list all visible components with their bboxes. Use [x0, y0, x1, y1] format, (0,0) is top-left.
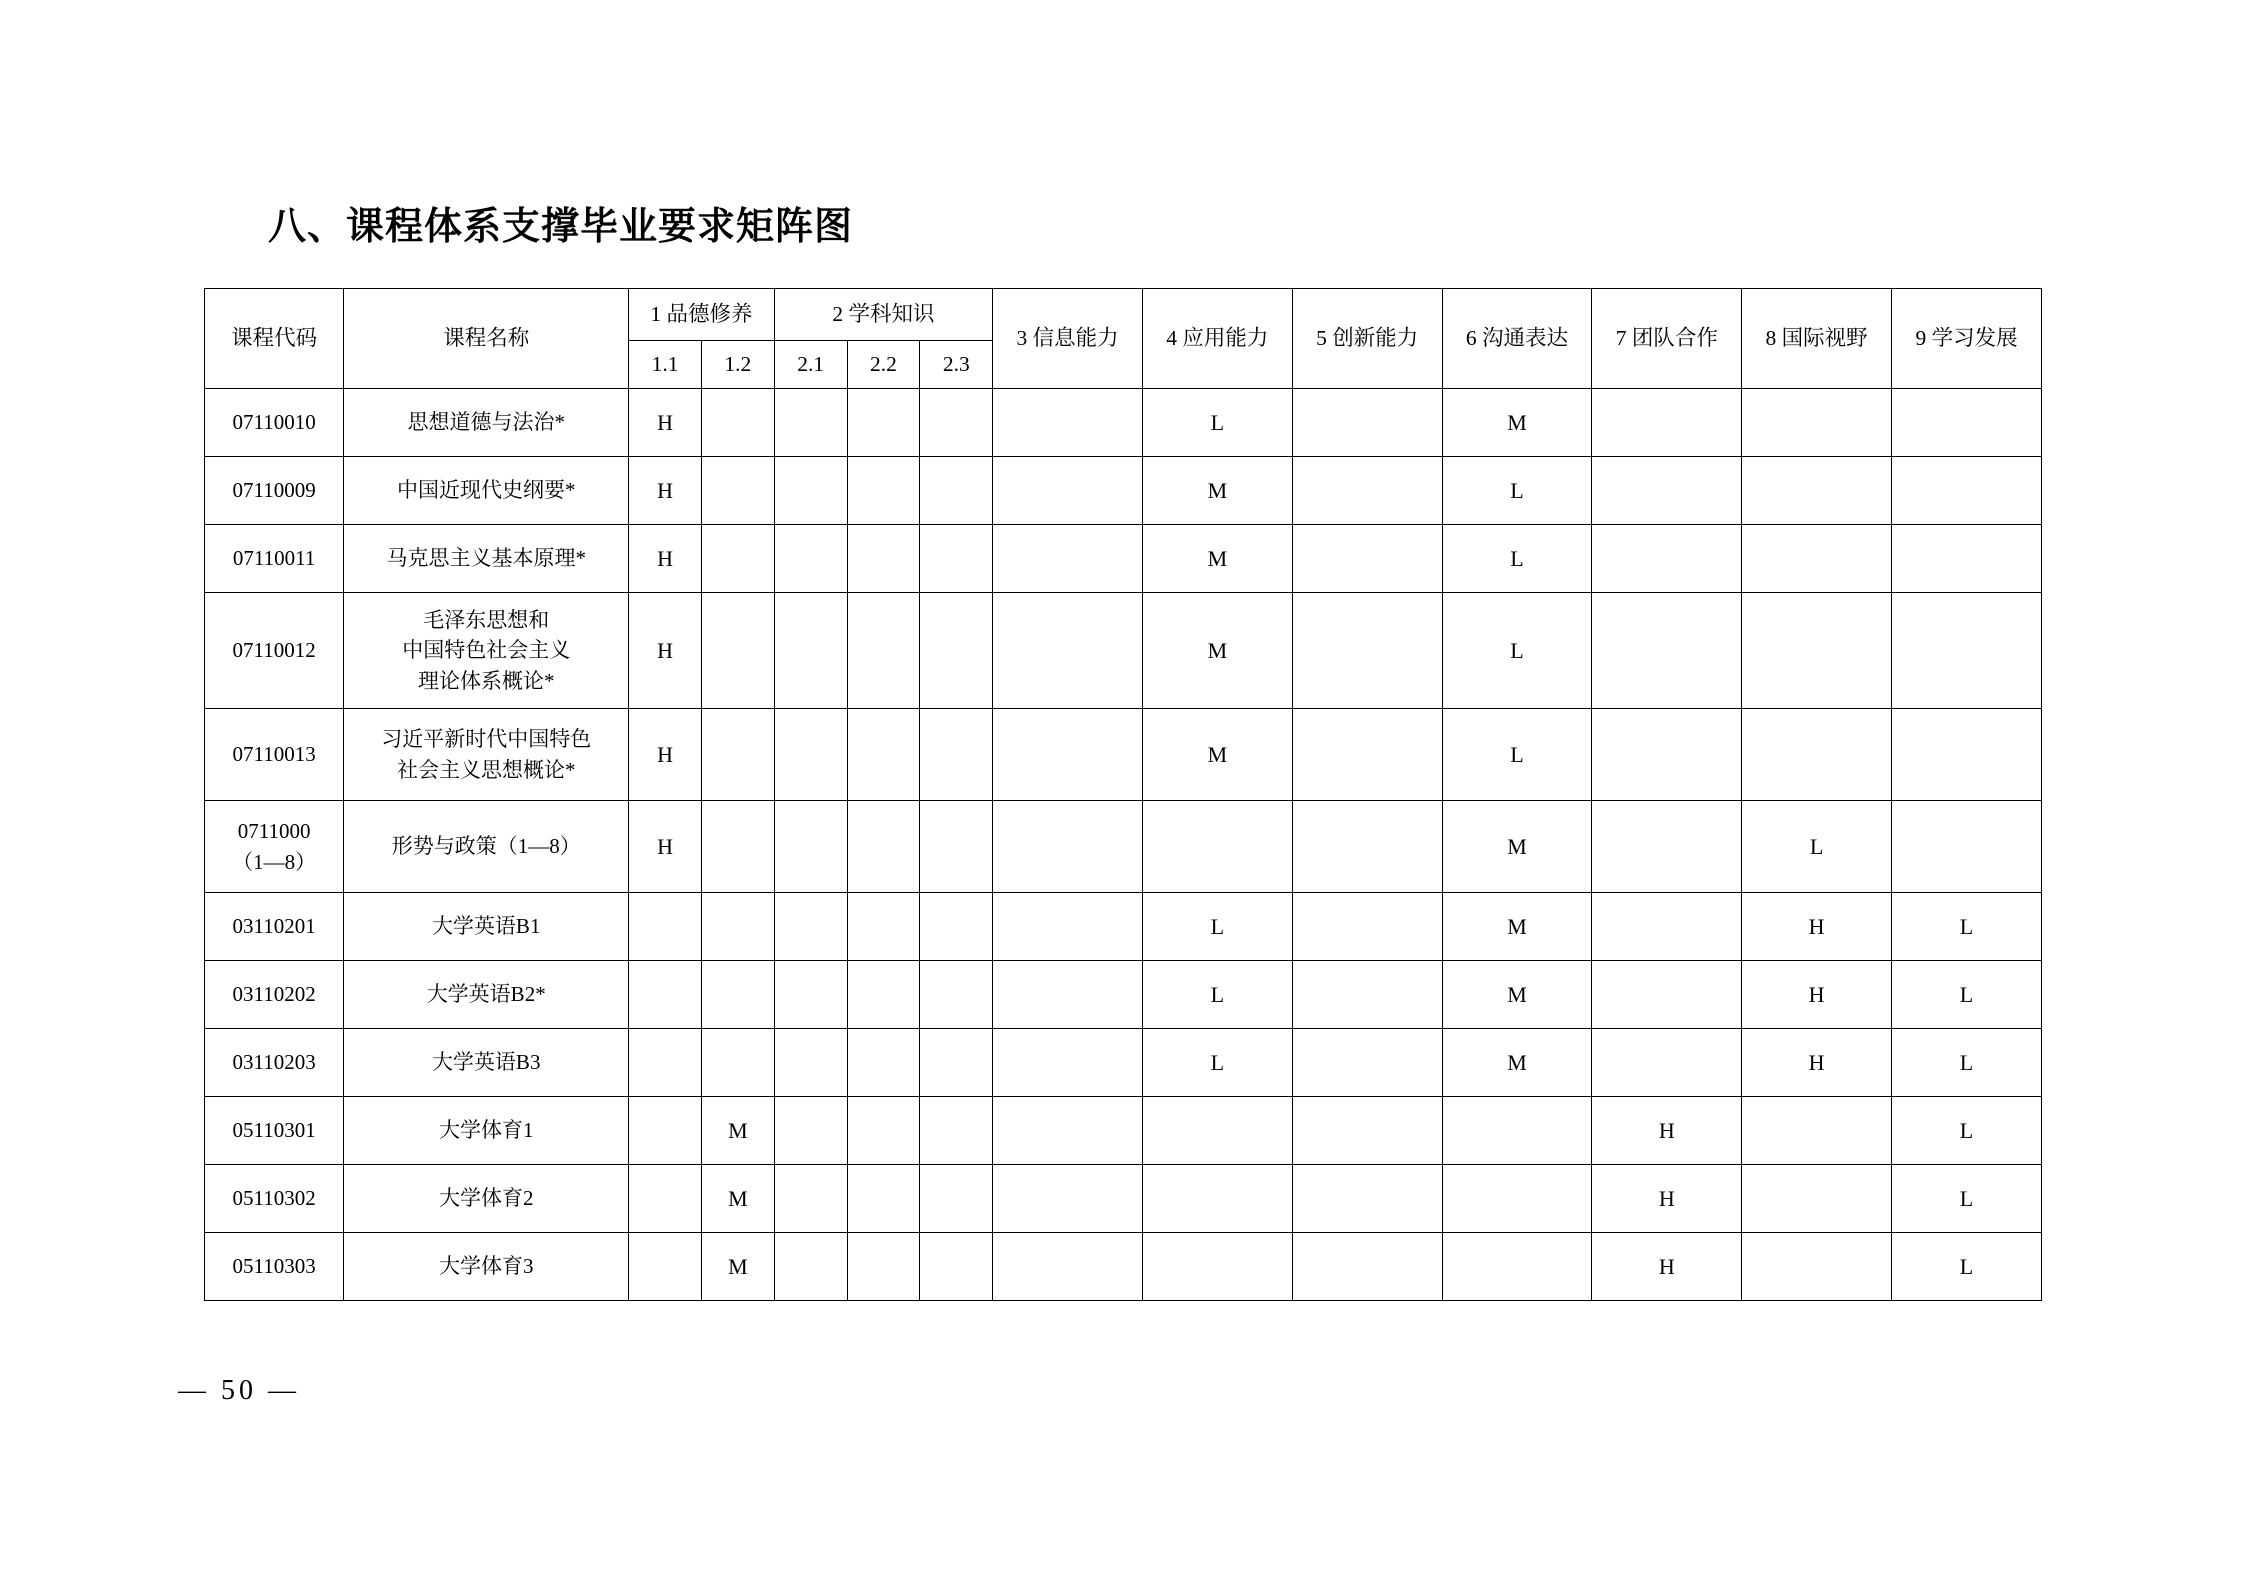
cell-course-name: 大学体育1: [344, 1097, 629, 1165]
column-header-5: 5 创新能力: [1292, 289, 1442, 389]
column-header-3: 3 信息能力: [993, 289, 1143, 389]
cell-support-level: [847, 1165, 920, 1233]
table-row: [205, 457, 2042, 525]
cell-support-level: [993, 1233, 1143, 1301]
cell-support-level: [629, 961, 702, 1029]
cell-support-level: [701, 801, 774, 893]
cell-support-level: [920, 1029, 993, 1097]
table-header: [205, 289, 2042, 389]
cell-support-level: [920, 525, 993, 593]
cell-course-code: 07110012: [205, 593, 344, 709]
cell-support-level: [1592, 893, 1742, 961]
cell-support-level: [774, 961, 847, 1029]
cell-support-level: [847, 961, 920, 1029]
cell-support-level: [847, 457, 920, 525]
cell-support-level: [1142, 801, 1292, 893]
column-header-7: 7 团队合作: [1592, 289, 1742, 389]
cell-support-level: [920, 593, 993, 709]
table-row: [205, 1165, 2042, 1233]
table-row: [205, 1097, 2042, 1165]
cell-support-level: [774, 893, 847, 961]
cell-support-level: [993, 709, 1143, 801]
cell-support-level: H: [629, 709, 702, 801]
cell-support-level: [1292, 1233, 1442, 1301]
cell-support-level: M: [1142, 457, 1292, 525]
cell-support-level: [1742, 709, 1892, 801]
column-header-4: 4 应用能力: [1142, 289, 1292, 389]
cell-support-level: [774, 457, 847, 525]
cell-support-level: [920, 893, 993, 961]
page-number: — 50 —: [178, 1375, 300, 1406]
cell-support-level: [993, 801, 1143, 893]
cell-support-level: M: [1442, 1029, 1592, 1097]
cell-support-level: [629, 1233, 702, 1301]
cell-support-level: M: [1142, 709, 1292, 801]
cell-support-level: [701, 457, 774, 525]
cell-support-level: [629, 1029, 702, 1097]
cell-support-level: [1142, 1233, 1292, 1301]
cell-support-level: L: [1892, 1097, 2042, 1165]
cell-support-level: [701, 593, 774, 709]
cell-support-level: [920, 457, 993, 525]
table-row: [205, 709, 2042, 801]
cell-support-level: [1742, 525, 1892, 593]
cell-support-level: [920, 801, 993, 893]
column-header-name: 课程名称: [344, 289, 629, 389]
cell-course-name: 大学体育3: [344, 1233, 629, 1301]
cell-course-code: 05110303: [205, 1233, 344, 1301]
cell-support-level: L: [1142, 1029, 1292, 1097]
cell-course-code: 05110302: [205, 1165, 344, 1233]
cell-support-level: [774, 389, 847, 457]
table-row: [205, 801, 2042, 893]
cell-support-level: [993, 457, 1143, 525]
cell-support-level: [1592, 389, 1742, 457]
cell-support-level: [1742, 1097, 1892, 1165]
cell-support-level: [993, 961, 1143, 1029]
cell-support-level: [1742, 1165, 1892, 1233]
cell-support-level: L: [1142, 389, 1292, 457]
cell-support-level: [993, 525, 1143, 593]
cell-support-level: [1742, 457, 1892, 525]
cell-support-level: [1592, 1029, 1742, 1097]
cell-support-level: [1142, 1165, 1292, 1233]
page-title: 八、课程体系支撑毕业要求矩阵图: [268, 206, 854, 248]
cell-support-level: [701, 525, 774, 593]
cell-support-level: [847, 525, 920, 593]
cell-course-code: 07110009: [205, 457, 344, 525]
cell-support-level: H: [629, 457, 702, 525]
curriculum-matrix-table: [204, 288, 2042, 1301]
cell-support-level: [993, 389, 1143, 457]
cell-support-level: [920, 1233, 993, 1301]
cell-support-level: [993, 1097, 1143, 1165]
cell-support-level: [847, 801, 920, 893]
cell-support-level: M: [1442, 801, 1592, 893]
cell-course-name: 马克思主义基本原理*: [344, 525, 629, 593]
cell-support-level: [1742, 1233, 1892, 1301]
cell-course-code: 0711000 （1—8）: [205, 801, 344, 893]
cell-support-level: M: [1142, 525, 1292, 593]
cell-course-code: 07110013: [205, 709, 344, 801]
cell-support-level: [1292, 1097, 1442, 1165]
column-header-code: 课程代码: [205, 289, 344, 389]
cell-support-level: L: [1892, 1233, 2042, 1301]
cell-course-name: 中国近现代史纲要*: [344, 457, 629, 525]
cell-support-level: H: [1742, 893, 1892, 961]
column-header-8: 8 国际视野: [1742, 289, 1892, 389]
cell-support-level: [1892, 457, 2042, 525]
cell-support-level: H: [629, 525, 702, 593]
cell-support-level: [847, 389, 920, 457]
cell-support-level: [920, 1165, 993, 1233]
table-row: [205, 893, 2042, 961]
cell-support-level: L: [1442, 593, 1592, 709]
cell-support-level: [774, 1233, 847, 1301]
cell-support-level: [1292, 961, 1442, 1029]
cell-support-level: L: [1892, 1029, 2042, 1097]
cell-support-level: [1892, 593, 2042, 709]
cell-support-level: H: [1592, 1233, 1742, 1301]
cell-course-name: 大学英语B3: [344, 1029, 629, 1097]
cell-support-level: M: [701, 1097, 774, 1165]
cell-support-level: [774, 709, 847, 801]
cell-support-level: [1592, 961, 1742, 1029]
cell-support-level: [774, 525, 847, 593]
cell-support-level: [1292, 709, 1442, 801]
cell-support-level: [701, 389, 774, 457]
column-subheader-1-1: 1.1: [629, 341, 702, 389]
cell-support-level: L: [1742, 801, 1892, 893]
cell-support-level: L: [1442, 525, 1592, 593]
cell-support-level: [1292, 525, 1442, 593]
cell-support-level: [1592, 457, 1742, 525]
cell-support-level: M: [1442, 893, 1592, 961]
column-subheader-1-2: 1.2: [701, 341, 774, 389]
cell-support-level: [629, 1165, 702, 1233]
cell-support-level: [920, 1097, 993, 1165]
cell-support-level: [1892, 525, 2042, 593]
cell-course-name: 大学英语B2*: [344, 961, 629, 1029]
cell-support-level: [1592, 593, 1742, 709]
cell-support-level: [774, 1097, 847, 1165]
table-row: [205, 1233, 2042, 1301]
table-row: [205, 1029, 2042, 1097]
cell-course-code: 05110301: [205, 1097, 344, 1165]
cell-support-level: [701, 709, 774, 801]
cell-support-level: [993, 893, 1143, 961]
cell-support-level: [920, 961, 993, 1029]
cell-support-level: [1592, 801, 1742, 893]
cell-support-level: L: [1142, 893, 1292, 961]
cell-support-level: H: [1742, 961, 1892, 1029]
column-header-group-1: 1 品德修养: [629, 289, 775, 341]
cell-support-level: M: [1442, 389, 1592, 457]
column-subheader-2-1: 2.1: [774, 341, 847, 389]
cell-support-level: [1442, 1233, 1592, 1301]
cell-support-level: [847, 709, 920, 801]
cell-support-level: [1742, 389, 1892, 457]
cell-support-level: [629, 893, 702, 961]
cell-support-level: [1592, 709, 1742, 801]
cell-support-level: L: [1892, 1165, 2042, 1233]
cell-course-code: 03110202: [205, 961, 344, 1029]
cell-support-level: [774, 1029, 847, 1097]
cell-support-level: [701, 893, 774, 961]
cell-support-level: M: [701, 1165, 774, 1233]
cell-support-level: [701, 961, 774, 1029]
cell-support-level: [920, 389, 993, 457]
cell-support-level: H: [1592, 1097, 1742, 1165]
cell-support-level: L: [1142, 961, 1292, 1029]
cell-support-level: [1892, 709, 2042, 801]
cell-support-level: [1292, 1029, 1442, 1097]
table-body: [205, 389, 2042, 1301]
cell-support-level: L: [1892, 893, 2042, 961]
cell-course-code: 07110010: [205, 389, 344, 457]
table-row: [205, 961, 2042, 1029]
cell-support-level: [847, 593, 920, 709]
cell-course-name: 毛泽东思想和 中国特色社会主义 理论体系概论*: [344, 593, 629, 709]
column-header-group-2: 2 学科知识: [774, 289, 992, 341]
cell-support-level: L: [1442, 709, 1592, 801]
cell-support-level: M: [701, 1233, 774, 1301]
table-row: [205, 389, 2042, 457]
cell-support-level: M: [1442, 961, 1592, 1029]
cell-support-level: [847, 893, 920, 961]
cell-support-level: [847, 1097, 920, 1165]
cell-support-level: [1142, 1097, 1292, 1165]
cell-course-name: 大学英语B1: [344, 893, 629, 961]
column-header-9: 9 学习发展: [1892, 289, 2042, 389]
cell-course-code: 03110203: [205, 1029, 344, 1097]
column-header-6: 6 沟通表达: [1442, 289, 1592, 389]
cell-support-level: [1292, 1165, 1442, 1233]
cell-support-level: [1892, 389, 2042, 457]
cell-support-level: [1292, 893, 1442, 961]
cell-course-code: 03110201: [205, 893, 344, 961]
cell-support-level: H: [1742, 1029, 1892, 1097]
cell-course-code: 07110011: [205, 525, 344, 593]
cell-support-level: [1292, 801, 1442, 893]
cell-support-level: [1892, 801, 2042, 893]
cell-support-level: [1292, 457, 1442, 525]
cell-support-level: [993, 593, 1143, 709]
cell-support-level: [1292, 389, 1442, 457]
cell-support-level: [1292, 593, 1442, 709]
cell-support-level: [1442, 1097, 1592, 1165]
table-row: [205, 593, 2042, 709]
cell-course-name: 大学体育2: [344, 1165, 629, 1233]
cell-support-level: [701, 1029, 774, 1097]
cell-course-name: 习近平新时代中国特色 社会主义思想概论*: [344, 709, 629, 801]
cell-support-level: M: [1142, 593, 1292, 709]
cell-support-level: [629, 1097, 702, 1165]
cell-support-level: [1442, 1165, 1592, 1233]
cell-support-level: H: [629, 389, 702, 457]
cell-support-level: [847, 1029, 920, 1097]
cell-support-level: [847, 1233, 920, 1301]
cell-support-level: [774, 593, 847, 709]
cell-course-name: 形势与政策（1—8）: [344, 801, 629, 893]
cell-support-level: H: [629, 801, 702, 893]
cell-support-level: L: [1892, 961, 2042, 1029]
cell-support-level: [774, 1165, 847, 1233]
cell-support-level: [993, 1029, 1143, 1097]
cell-support-level: [1742, 593, 1892, 709]
cell-support-level: H: [1592, 1165, 1742, 1233]
cell-support-level: [774, 801, 847, 893]
cell-support-level: [920, 709, 993, 801]
cell-support-level: H: [629, 593, 702, 709]
column-subheader-2-2: 2.2: [847, 341, 920, 389]
cell-support-level: L: [1442, 457, 1592, 525]
cell-course-name: 思想道德与法治*: [344, 389, 629, 457]
column-subheader-2-3: 2.3: [920, 341, 993, 389]
table-row: [205, 525, 2042, 593]
cell-support-level: [993, 1165, 1143, 1233]
cell-support-level: [1592, 525, 1742, 593]
